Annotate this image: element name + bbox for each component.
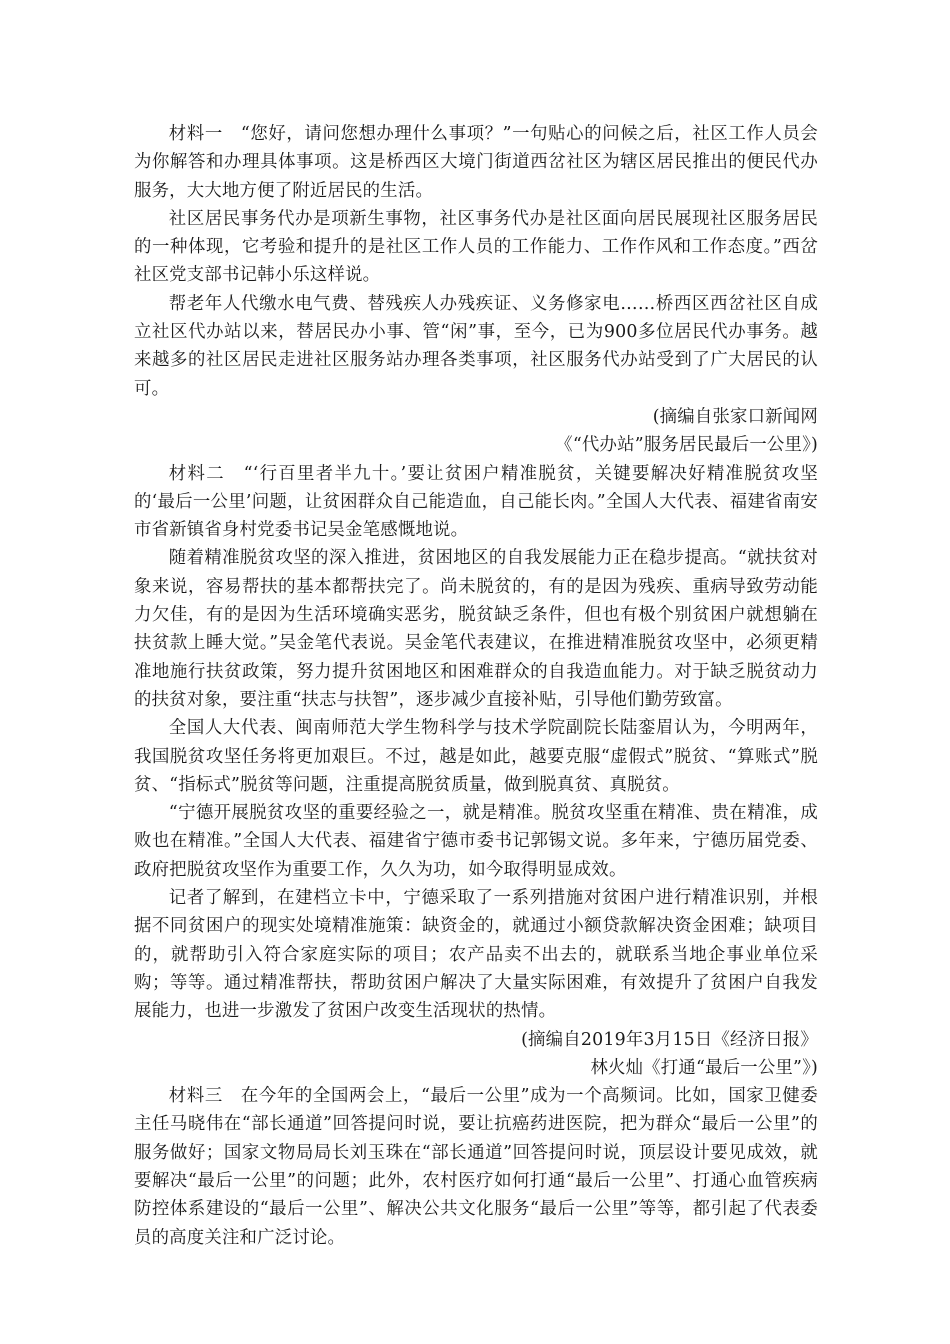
material2-paragraph-1: 材料二 “‘行百里者半九十。’要让贫困户精准脱贫，关键要解决好精准脱贫攻坚的‘最后一公里’问题，让贫困群众自己能造血，自己能长肉。”全国人大代表、福建省南安市省新镇省身村党委书记吴金笔感慨地说。 [134, 463, 818, 541]
document-body [134, 120, 818, 1252]
material1-source-line-2: 《“代办站”服务居民最后一公里》) [555, 435, 818, 456]
material2-paragraph-4: “宁德开展脱贫攻坚的重要经验之一，就是精准。脱贫攻坚重在精准、贵在精准，成败也在精准。”全国人大代表、福建省宁德市委书记郭锡文说。多年来，宁德历届党委、政府把脱贫攻坚作为重要工作，久久为功，如今取得明显成效。 [134, 803, 818, 880]
material1-paragraph-3: 帮老年人代缴水电气费、替残疾人办残疾证、义务修家电……桥西区西岔社区自成立社区代办站以来，替居民办小事、管“闲”事，至今，已为900多位居民代办事务。越来越多的社区居民走进社区服务站办理各类事项，社区服务代办站受到了广大居民的认可。 [134, 293, 818, 399]
material1-source-line-1: (摘编自张家口新闻网 [652, 406, 818, 427]
material2-paragraph-5: 记者了解到，在建档立卡中，宁德采取了一系列措施对贫困户进行精准识别，并根据不同贫困户的现实处境精准施策：缺资金的，就通过小额贷款解决资金困难；缺项目的，就帮助引入符合家庭实际的项目；农产品卖不出去的，就联系当地企事业单位采购；等等。通过精准帮扶，帮助贫困户解决了大量实际困难，有效提升了贫困户自我发展能力，也进一步激发了贫困户改变生活现状的热情。 [134, 888, 818, 1022]
material2-paragraph-2: 随着精准脱贫攻坚的深入推进，贫困地区的自我发展能力正在稳步提高。“就扶贫对象来说，容易帮扶的基本都帮扶完了。尚未脱贫的，有的是因为残疾、重病导致劳动能力欠佳，有的是因为生活环境确实恶劣，脱贫缺乏条件，但也有极个别贫困户就想躺在扶贫款上睡大觉。”吴金笔代表说。吴金笔代表建议，在推进精准脱贫攻坚中，必须更精准地施行扶贫政策，努力提升贫困地区和困难群众的自我造血能力。对于缺乏脱贫动力的扶贫对象，要注重“扶志与扶智”，逐步减少直接补贴，引导他们勤劳致富。 [134, 548, 818, 710]
material1-paragraph-1: 材料一 “您好，请问您想办理什么事项？”一句贴心的问候之后，社区工作人员会为你解答和办理具体事项。这是桥西区大境门街道西岔社区为辖区居民推出的便民代办服务，大大地方便了附近居民的生活。 [134, 124, 818, 201]
material3-paragraph-1: 材料三 在今年的全国两会上，“最后一公里”成为一个高频词。比如，国家卫健委主任马晓伟在“部长通道”回答提问时说，要让抗癌药进医院，把为群众“最后一公里”的服务做好；国家文物局局长刘玉珠在“部长通道”回答提问时说，顶层设计要见成效，就要解决“最后一公里”的问题；此外，农村医疗如何打通“最后一公里”、打通心血管疾病防控体系建设的“最后一公里”、解决公共文化服务“最后一公里”等等，都引起了代表委员的高度关注和广泛讨论。 [134, 1086, 818, 1248]
material2-source-line-1: (摘编自2019年3月15日《经济日报》 [521, 1029, 818, 1050]
material2-paragraph-3: 全国人大代表、闽南师范大学生物科学与技术学院副院长陆銮眉认为，今明两年，我国脱贫攻坚任务将更加艰巨。不过，越是如此，越要克服“虚假式”脱贫、“算账式”脱贫、“指标式”脱贫等问题，注重提高脱贫质量，做到脱真贫、真脱贫。 [134, 718, 818, 795]
material1-paragraph-2: 社区居民事务代办是项新生事物，社区事务代办是社区面向居民展现社区服务居民的一种体现，它考验和提升的是社区工作人员的工作能力、工作作风和工作态度。”西岔社区党支部书记韩小乐这样说。 [134, 208, 818, 286]
material2-source-line-2: 林火灿《打通“最后一公里”》) [590, 1057, 818, 1078]
